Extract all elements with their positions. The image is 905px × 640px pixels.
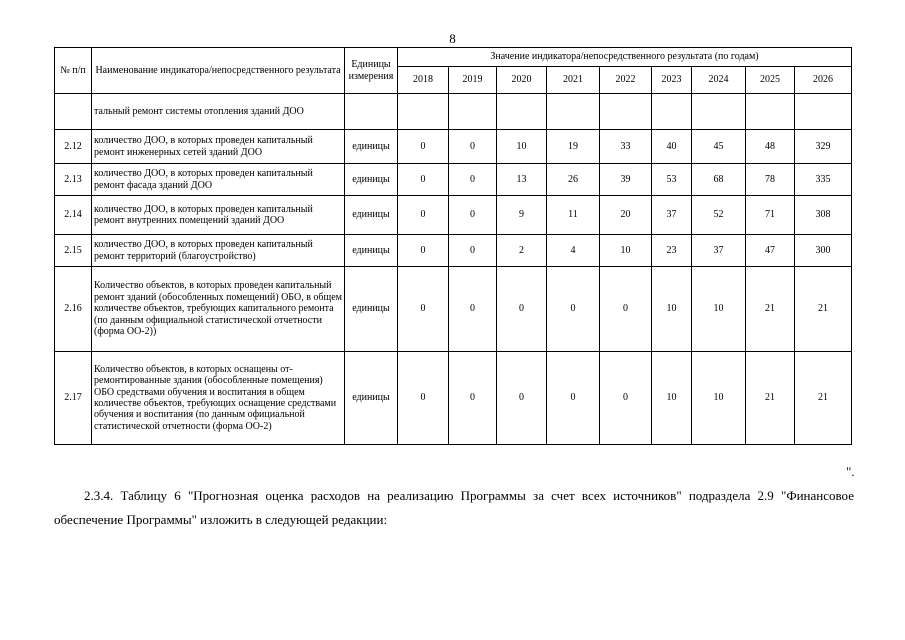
value-cell [795,94,852,130]
header-year: 2026 [795,67,852,94]
value-cell: 40 [652,130,692,164]
value-cell: 11 [547,196,600,235]
value-cell: 0 [449,130,497,164]
value-cell: 2 [497,235,547,267]
value-cell: 39 [600,164,652,196]
value-cell: 0 [449,267,497,352]
unit-cell: единицы [345,352,398,445]
value-cell: 0 [547,267,600,352]
value-cell: 10 [652,352,692,445]
table-row [55,130,852,164]
header-year: 2019 [449,67,497,94]
value-cell: 0 [449,235,497,267]
row-number: 2.16 [55,267,92,352]
value-cell: 308 [795,196,852,235]
row-number: 2.15 [55,235,92,267]
value-cell [398,94,449,130]
value-cell [746,94,795,130]
indicator-table [54,47,852,445]
unit-cell [345,94,398,130]
header-year: 2021 [547,67,600,94]
value-cell: 21 [795,267,852,352]
unit-cell: единицы [345,164,398,196]
value-cell: 0 [449,164,497,196]
value-cell: 335 [795,164,852,196]
table-row [55,235,852,267]
closing-quote: ". [846,464,855,479]
value-cell: 23 [652,235,692,267]
value-cell: 0 [398,235,449,267]
indicator-name: Количество объектов, в которых оснащены отремонтированные здания (обособленные помещения) ОБО средствами обучения и воспитания в общем количестве объектов, требующих оснащение средствами обучения и воспитания (по данным официальной статистической отчетности (форма ОО-2) [92,352,345,445]
header-row-1 [55,48,852,67]
row-number: 2.12 [55,130,92,164]
indicator-name: количество ДОО, в которых проведен капитальный ремонт фасада зданий ДОО [92,164,345,196]
value-cell: 10 [497,130,547,164]
value-cell: 71 [746,196,795,235]
value-cell: 21 [746,267,795,352]
value-cell: 0 [398,267,449,352]
value-cell: 329 [795,130,852,164]
indicator-name: количество ДОО, в которых проведен капитальный ремонт инженерных сетей зданий ДОО [92,130,345,164]
value-cell: 47 [746,235,795,267]
unit-cell: единицы [345,196,398,235]
value-cell: 26 [547,164,600,196]
row-number: 2.17 [55,352,92,445]
value-cell: 33 [600,130,652,164]
value-cell [600,94,652,130]
header-num: № п/п [55,48,92,94]
value-cell: 52 [692,196,746,235]
value-cell [547,94,600,130]
value-cell: 0 [398,352,449,445]
unit-cell: единицы [345,267,398,352]
value-cell: 0 [398,130,449,164]
header-name: Наименование индикатора/непосредственного результата [92,48,345,94]
table-row [55,267,852,352]
value-cell: 0 [398,196,449,235]
value-cell: 0 [600,267,652,352]
value-cell: 0 [497,352,547,445]
instruction-paragraph: 2.3.4. Таблицу 6 "Прогнозная оценка расходов на реализацию Программы за счет всех источников" подраздела 2.9 "Финансовое обеспечение Программы" изложить в следующей редакции: [54,488,854,527]
row-number: 2.13 [55,164,92,196]
value-cell: 37 [652,196,692,235]
value-cell: 53 [652,164,692,196]
unit-cell: единицы [345,130,398,164]
value-cell: 10 [600,235,652,267]
value-cell: 4 [547,235,600,267]
value-cell: 37 [692,235,746,267]
row-number [55,94,92,130]
indicator-name: количество ДОО, в которых проведен капитальный ремонт внутренних помещений зданий ДОО [92,196,345,235]
unit-cell: единицы [345,235,398,267]
table-row [55,94,852,130]
header-year: 2024 [692,67,746,94]
header-group: Значение индикатора/непосредственного результата (по годам) [398,48,852,67]
indicator-name: тальный ремонт системы отопления зданий ДОО [92,94,345,130]
value-cell: 0 [547,352,600,445]
value-cell [449,94,497,130]
value-cell [497,94,547,130]
table-row [55,352,852,445]
row-number: 2.14 [55,196,92,235]
value-cell: 0 [449,352,497,445]
header-unit: Единицы измерения [345,48,398,94]
value-cell: 45 [692,130,746,164]
header-year: 2023 [652,67,692,94]
header-year: 2025 [746,67,795,94]
value-cell: 48 [746,130,795,164]
indicator-name: количество ДОО, в которых проведен капитальный ремонт территорий (благоустройство) [92,235,345,267]
value-cell: 9 [497,196,547,235]
value-cell: 13 [497,164,547,196]
value-cell: 21 [746,352,795,445]
value-cell: 10 [692,352,746,445]
table-row [55,164,852,196]
value-cell: 20 [600,196,652,235]
table-body [55,94,852,445]
table-row [55,196,852,235]
header-year: 2020 [497,67,547,94]
value-cell: 78 [746,164,795,196]
header-year: 2022 [600,67,652,94]
value-cell: 21 [795,352,852,445]
value-cell: 0 [497,267,547,352]
value-cell [692,94,746,130]
header-year: 2018 [398,67,449,94]
value-cell: 0 [600,352,652,445]
value-cell: 68 [692,164,746,196]
value-cell: 10 [652,267,692,352]
indicator-name: Количество объектов, в которых проведен капитальный ремонт зданий (обособленных помещений) ОБО, в общем количестве объектов, требующих капитального ремонта (по данным официальной статистической отчетности (форма ОО-2)) [92,267,345,352]
page-number: 8 [449,31,456,46]
value-cell: 19 [547,130,600,164]
value-cell: 300 [795,235,852,267]
value-cell [652,94,692,130]
value-cell: 0 [449,196,497,235]
value-cell: 10 [692,267,746,352]
value-cell: 0 [398,164,449,196]
